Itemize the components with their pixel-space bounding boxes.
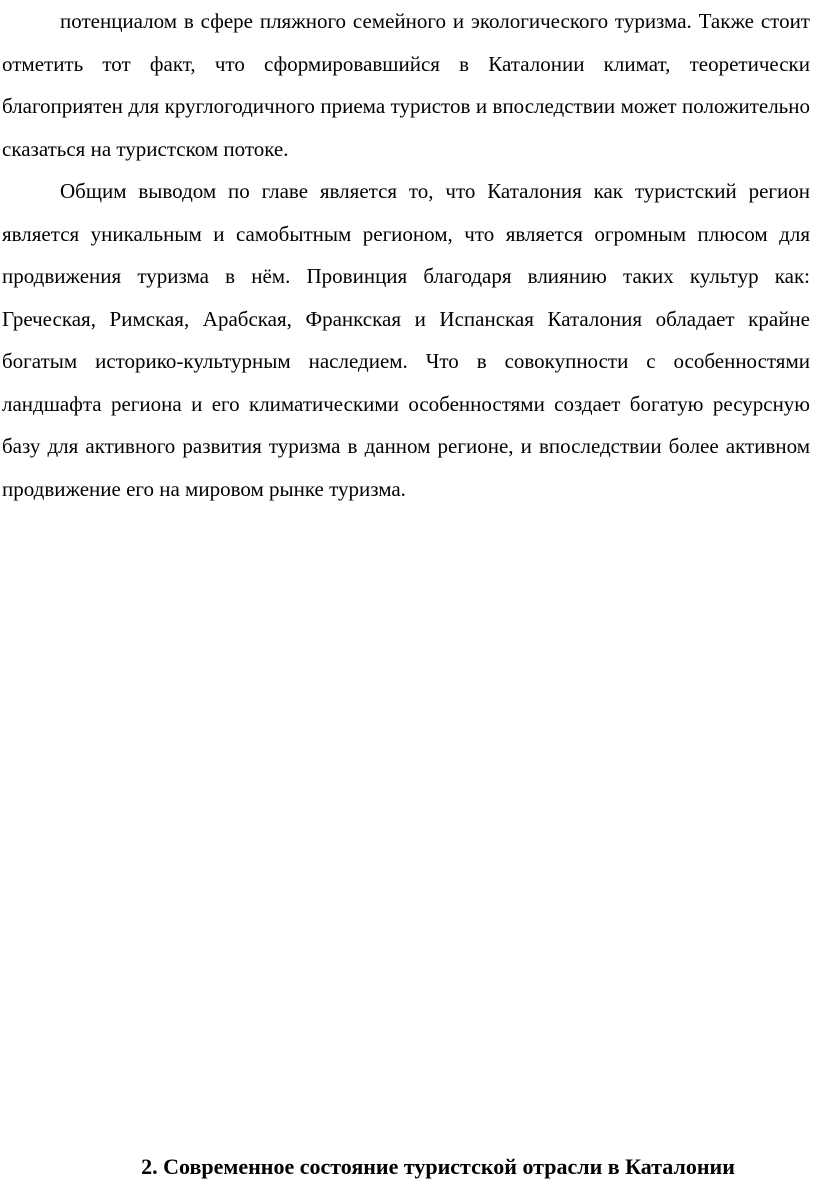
paragraph-conclusion: Общим выводом по главе является то, что Каталония как туристский регион является уникальным и самобытным регионом, что является огромным плюсом для продвижения туризма в нём. Провинция благодаря влиянию таких культур как: Греческая, Римская, Арабская, Франкская и Испанская Каталония обладает крайне богатым историко-культурным наследием. Что в совокупности с особенностями ландшафта региона и его климатическими особенностями создает богатую ресурсную базу для активного развития туризма в данном регионе, и впоследствии более активном продвижение его на мировом рынке туризма. xyxy=(2,179,810,501)
body-text xyxy=(2,0,810,510)
paragraph-continued: потенциалом в сфере пляжного семейного и экологического туризма. Также стоит отметить тот факт, что сформировавшийся в Каталонии климат, теоретически благоприятен для круглогодичного приема туристов и впоследствии может положительно сказаться на туристском потоке. xyxy=(2,9,810,161)
section-heading: 2. Современное состояние туристской отрасли в Каталонии xyxy=(141,1154,735,1179)
